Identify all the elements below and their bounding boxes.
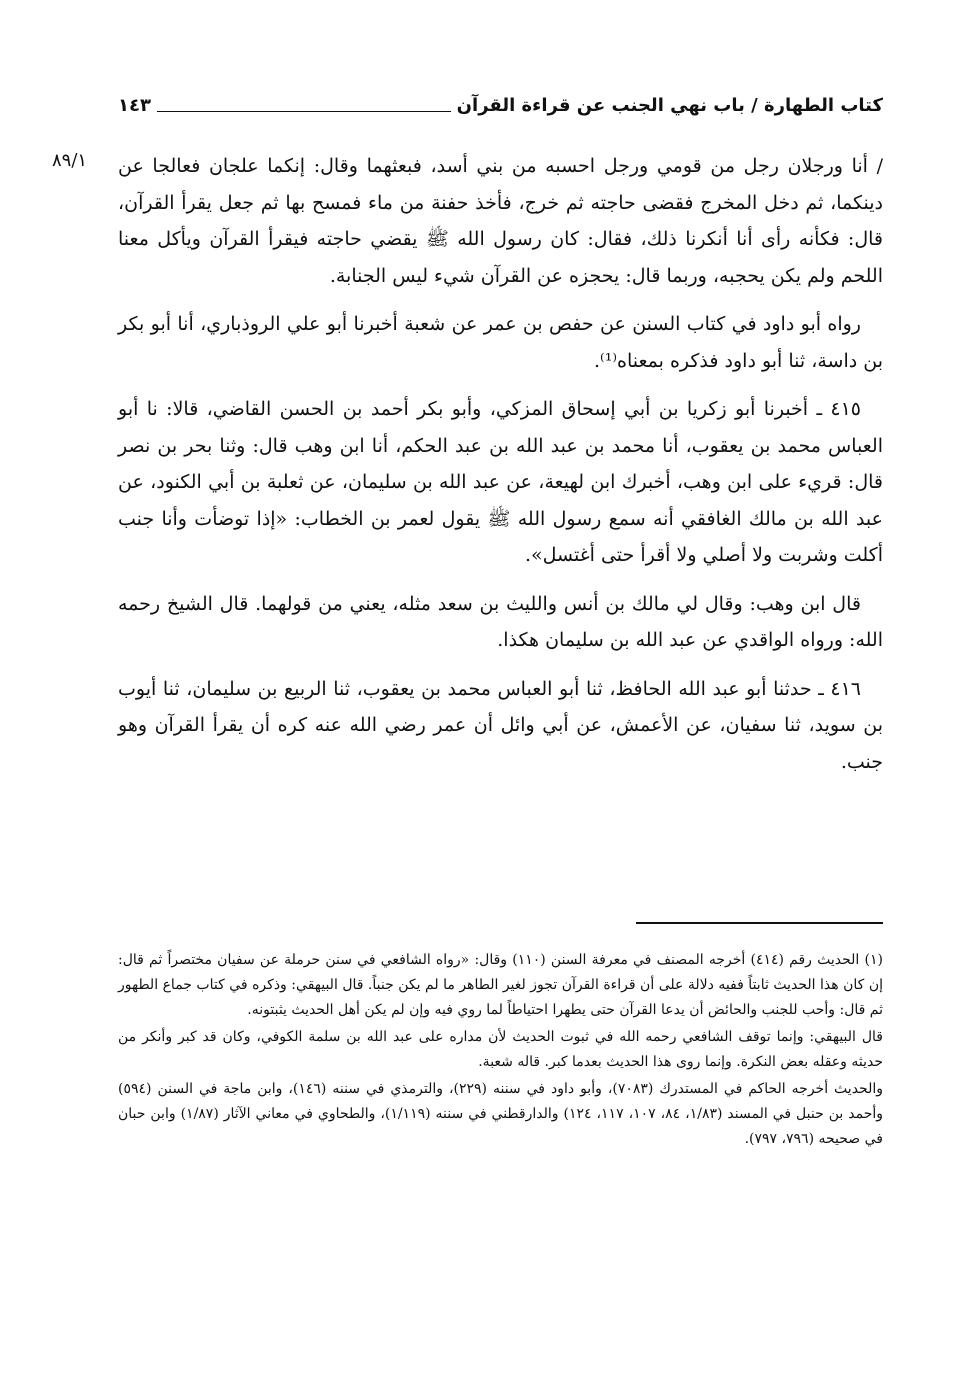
hadith-415: ٤١٥ ـ أخبرنا أبو زكريا بن أبي إسحاق المزكي، وأبو بكر أحمد بن الحسن القاضي، قالا: نا أبو العباس محمد بن يعقوب، أنا محمد بن عبد الله بن عبد الحكم، أنا ابن وهب قال: وثنا بحر بن نصر قال: قريء على ابن وهب، أخبرك ابن لهيعة، عن عبد الله بن سليمان، عن ثعلبة بن أبي الكنود، عن عبد الله بن مالك الغافقي أنه سمع رسول الله ﷺ يقول لعمر بن الخطاب: «إذا توضأت وأنا جنب أكلت وشربت ولا أصلي ولا أقرأ حتى أغتسل».: [118, 398, 883, 566]
main-text: [118, 148, 883, 792]
footnote-1: (١) الحديث رقم (٤١٤) أخرجه المصنف في معرفة السنن (١١٠) وقال: «رواه الشافعي في سنن حرملة عن سفيان مختصراً ثم قال: إن كان هذا الحديث ثابتاً ففيه دلالة على أن قراءة القرآن تجوز لغير الطاهر ما لم يكن جنباً. قال البيهقي: وذكره في كتاب جماع الطهور ثم قال: وأحب للجنب والحائض أن يدعا القرآن حتى يطهرا احتياطاً لما روي فيه وإن لم يكن أهل الحديث يثبتونه.: [118, 952, 883, 1018]
footnote-1-sources: والحديث أخرجه الحاكم في المستدرك (٧٠٨٣)، وأبو داود في سننه (٢٢٩)، والترمذي في سننه (١٤٦)، وابن ماجة في السنن (٥٩٤) وأحمد بن حنبل في المسند (١/٨٣، ٨٤، ١٠٧، ١١٧، ١٢٤) والدارقطني في سننه (١/١١٩)، والطحاوي في معاني الآثار (١/٨٧) وابن حبان في صحيحه (٧٩٦، ٧٩٧).: [118, 1081, 884, 1147]
paragraph-1: / أنا ورجلان رجل من قومي ورجل احسبه من بني أسد، فبعثهما وقال: إنكما علجان فعالجا عن دينكما، ثم دخل المخرج فقضى حاجته ثم خرج، فأخذ حفنة من ماء فمسح بها ثم جعل يقرأ القرآن، قال: فكأنه رأى أنا أنكرنا ذلك، فقال: كان رسول الله ﷺ يقضي حاجته فيقرأ القرآن ويأكل معنا اللحم ولم يكن يحجبه، وربما قال: يحجزه عن القرآن شيء ليس الجنابة.: [118, 155, 883, 287]
footnotes: [118, 948, 883, 1154]
running-header: [118, 88, 883, 122]
paragraph-4: قال ابن وهب: وقال لي مالك بن أنس والليث بن سعد مثله، يعني من قولهما. قال الشيخ رحمه الله: ورواه الواقدي عن عبد الله بن سليمان هكذا.: [118, 592, 883, 651]
page-number: ١٤٣: [118, 94, 151, 116]
margin-reference: ٨٩/١: [52, 150, 88, 171]
header-rule: [157, 111, 451, 112]
paragraph-2: رواه أبو داود في كتاب السنن عن حفص بن عمر عن شعبة أخبرنا أبو علي الروذباري، أنا أبو بكر بن داسة، ثنا أبو داود فذكره بمعناه⁽¹⁾.: [118, 313, 883, 372]
footnote-separator: [636, 922, 883, 924]
hadith-416: ٤١٦ ـ حدثنا أبو عبد الله الحافظ، ثنا أبو العباس محمد بن يعقوب، ثنا الربيع بن سليمان، ثنا أيوب بن سويد، ثنا سفيان، عن الأعمش، عن أبي وائل أن عمر رضي الله عنه كره أن يقرأ القرآن وهو جنب.: [118, 677, 883, 773]
footnote-1-continued: قال البيهقي: وإنما توقف الشافعي رحمه الله في ثبوت الحديث لأن مداره على عبد الله بن سلمة الكوفي، وكان قد كبر وأنكر من حديثه وعقله بعض النكرة. وإنما روى هذا الحديث بعدما كبر. قاله شعبة.: [118, 1029, 883, 1070]
header-title: كتاب الطهارة / باب نهي الجنب عن قراءة القرآن: [456, 94, 883, 116]
